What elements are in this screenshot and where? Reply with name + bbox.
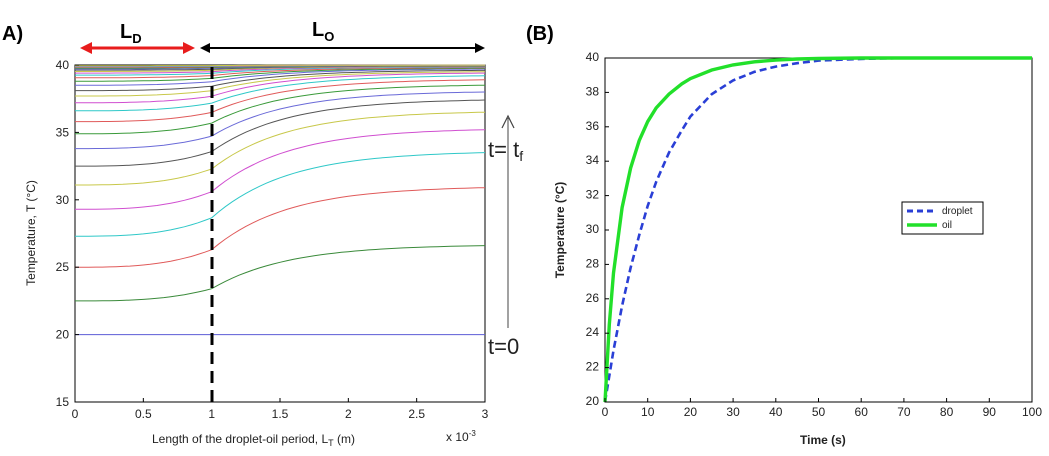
panel-a-x-tick-label: 1 — [208, 407, 216, 421]
panel-b-x-tick-label: 30 — [726, 405, 740, 419]
panel-b-x-tick-label: 0 — [601, 405, 609, 419]
region-d-label: $L_D$ — [120, 21, 142, 46]
panel-a-plot-area — [75, 65, 485, 402]
panel-b-y-tick-label: 28 — [585, 256, 599, 271]
panel-a-y-tick-label: 15 — [55, 395, 69, 409]
panel-a-x-tick-label: 2.5 — [408, 407, 426, 421]
region-o-label: $L_O$ — [312, 19, 335, 44]
panel-b-y-tick-label: 30 — [585, 222, 599, 236]
panel-a-y-tick-label: 30 — [55, 192, 69, 207]
panel-b-y-tick-label: 40 — [585, 50, 599, 64]
panel-b-chart — [526, 23, 1042, 447]
panel-b-label: (B) — [526, 23, 554, 45]
panel-a-x-axis-label: Length of the droplet-oil period, $L_T$ (m) — [152, 432, 355, 448]
panel-b-y-tick-label: 22 — [585, 359, 599, 374]
t-zero-annotation: t=0 — [488, 334, 520, 359]
panel-b-y-axis-label: Temperature (°C) — [553, 181, 567, 279]
panel-a-x-tick-label: 1.5 — [271, 407, 289, 421]
t-final-annotation: t= tf — [488, 137, 524, 164]
panel-a-x-tick-label: 0 — [71, 407, 79, 421]
panel-a-x-tick-label: 2 — [344, 407, 352, 421]
panel-a-x-tick-label: 3 — [481, 407, 489, 421]
panel-b-x-tick-label: 20 — [683, 405, 698, 419]
panel-a-y-tick-label: 40 — [55, 58, 69, 72]
panel-b-x-tick-label: 90 — [982, 405, 996, 419]
panel-b-x-tick-label: 10 — [641, 405, 655, 419]
panel-a-x-tick-label: 0.5 — [134, 407, 152, 421]
panel-b-y-tick-label: 34 — [585, 153, 599, 168]
panel-b-x-tick-label: 70 — [897, 405, 911, 419]
legend-droplet-label: droplet — [942, 206, 973, 217]
panel-b-x-tick-label: 60 — [854, 405, 868, 419]
panel-a-label: A) — [2, 23, 24, 45]
panel-a-chart — [2, 19, 523, 448]
panel-a-y-axis-label: Temperature, T (°C) — [24, 180, 38, 286]
panel-a-y-tick-label: 25 — [55, 260, 69, 275]
panel-a-y-tick-label: 35 — [55, 125, 69, 140]
panel-b-x-tick-label: 50 — [811, 405, 826, 419]
panel-b-x-axis-label: Time (s) — [800, 433, 846, 447]
panel-b-y-tick-label: 38 — [585, 84, 599, 99]
panel-b-y-tick-label: 26 — [585, 290, 599, 305]
panel-b-legend — [902, 202, 983, 234]
panel-b-x-tick-label: 40 — [769, 405, 783, 419]
panel-b-x-tick-label: 80 — [939, 405, 954, 419]
legend-oil-label: oil — [942, 220, 953, 231]
panel-b-x-tick-label: 100 — [1021, 405, 1043, 419]
panel-b-y-tick-label: 20 — [585, 394, 599, 408]
region-o-arrow — [200, 43, 485, 53]
panel-b-y-tick-label: 24 — [585, 325, 599, 340]
panel-b-y-tick-label: 36 — [585, 118, 599, 133]
panel-a-y-tick-label: 20 — [55, 327, 69, 342]
panel-a-x-scale-factor: x $10^{-3}$ — [446, 429, 476, 444]
panel-b-y-tick-label: 32 — [585, 187, 599, 202]
